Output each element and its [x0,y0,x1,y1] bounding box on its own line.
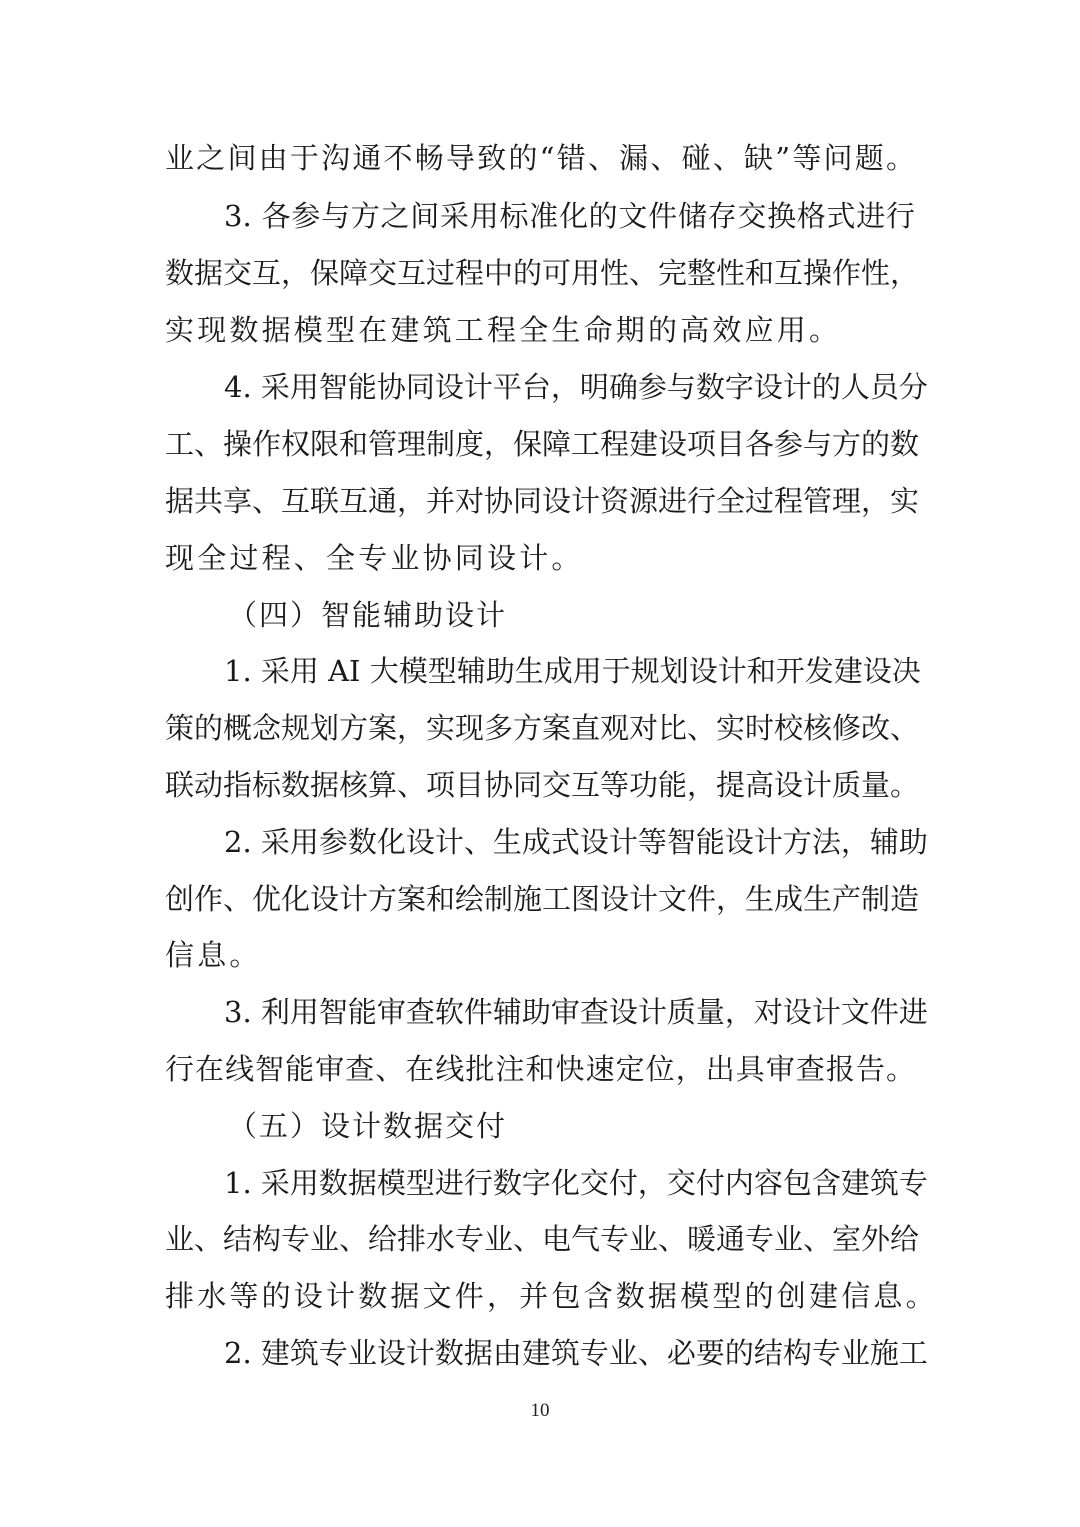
text-line: 业之间由于沟通不畅导致的“错、漏、碰、缺”等问题。 [165,141,915,175]
paragraph-first-line: 2. 采用参数化设计、生成式设计等智能设计方法，辅助 [224,825,928,859]
paragraph-first-line: 3. 各参与方之间采用标准化的文件储存交换格式进行 [224,199,915,233]
text-line: 信息。 [165,938,262,972]
text-line: 联动指标数据核算、项目协同交互等功能，提高设计质量。 [165,768,920,802]
paragraph-first-line: 4. 采用智能协同设计平台，明确参与数字设计的人员分 [224,370,928,404]
paragraph-first-line: 2. 建筑专业设计数据由建筑专业、必要的结构专业施工 [224,1336,928,1370]
text-line: 行在线智能审查、在线批注和快速定位，出具审查报告。 [165,1052,915,1086]
text-line: 策的概念规划方案，实现多方案直观对比、实时校核修改、 [165,711,920,745]
section-heading: （四）智能辅助设计 [228,598,508,632]
text-line: 据共享、互联互通，并对协同设计资源进行全过程管理，实 [165,484,920,518]
text-line: 业、结构专业、给排水专业、电气专业、暖通专业、室外给 [165,1222,920,1256]
text-line: 排水等的设计数据文件，并包含数据模型的创建信息。 [165,1279,938,1313]
text-line: 数据交互，保障交互过程中的可用性、完整性和互操作性， [165,256,920,290]
section-heading: （五）设计数据交付 [228,1109,508,1143]
text-line: 工、操作权限和管理制度，保障工程建设项目各参与方的数 [165,427,920,461]
text-line: 实现数据模型在建筑工程全生命期的高效应用。 [165,313,842,347]
text-line: 现全过程、全专业协同设计。 [165,541,584,575]
text-line: 创作、优化设计方案和绘制施工图设计文件，生成生产制造 [165,882,920,916]
paragraph-first-line: 1. 采用数据模型进行数字化交付，交付内容包含建筑专 [224,1166,928,1200]
paragraph-first-line: 1. 采用 AI 大模型辅助生成用于规划设计和开发建设决 [224,654,921,688]
paragraph-first-line: 3. 利用智能审查软件辅助审查设计质量，对设计文件进 [224,995,928,1029]
page-number: 10 [530,1400,550,1421]
